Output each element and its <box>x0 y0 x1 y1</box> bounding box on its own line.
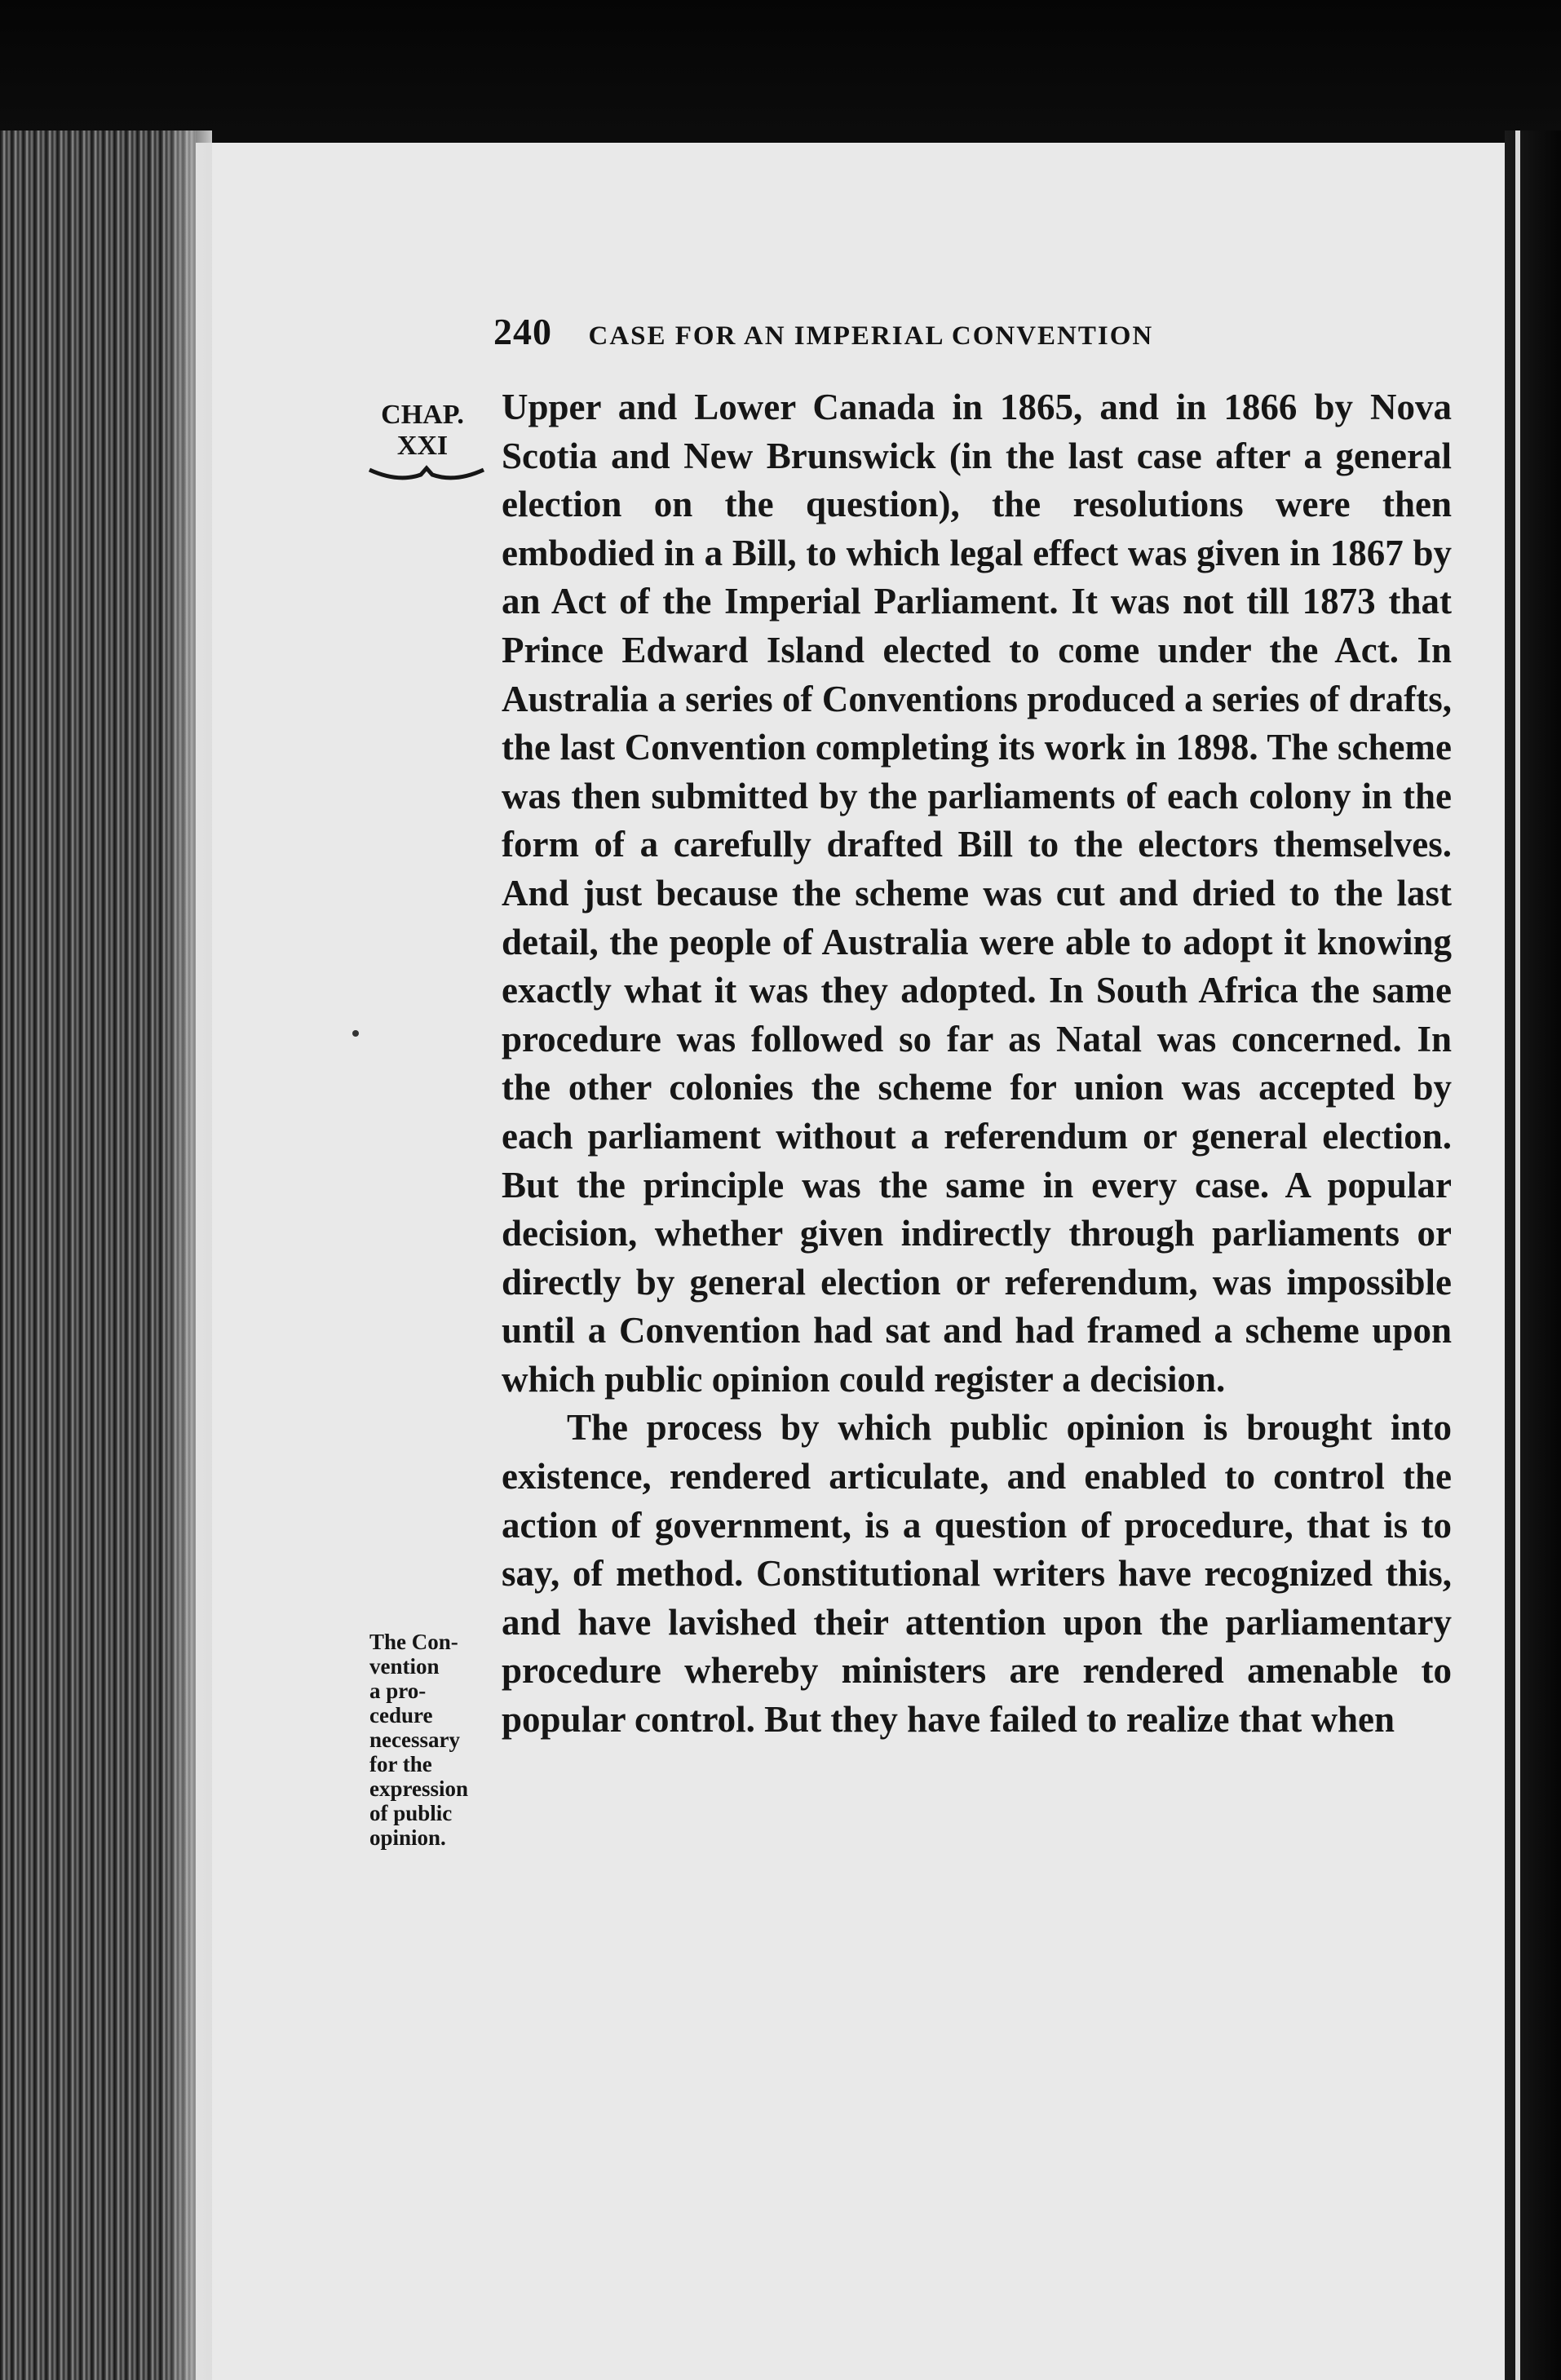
sidenote-line: The Con- <box>369 1630 458 1654</box>
sidenote-line: expression <box>369 1776 469 1801</box>
page-number: 240 <box>493 311 552 352</box>
sidenote-line: necessary <box>369 1727 460 1752</box>
sidenote-line: a pro- <box>369 1679 427 1703</box>
body-text <box>502 383 1452 1745</box>
running-header <box>493 310 1309 353</box>
chapter-label: CHAP. <box>381 400 464 430</box>
page-right-edge <box>1505 131 1561 2380</box>
scan-background <box>0 0 1561 155</box>
sidenote-line: for the <box>369 1752 432 1776</box>
brace-ornament-icon <box>365 465 488 484</box>
margin-mark <box>352 1030 359 1037</box>
sidenote-line: vention <box>369 1654 440 1679</box>
sidenote-line: of public <box>369 1801 453 1825</box>
binding-shadow <box>163 131 212 2380</box>
sidenote-line: cedure <box>369 1703 433 1727</box>
chapter-number: XXI <box>396 431 449 461</box>
chapter-marker <box>365 400 480 484</box>
marginal-sidenote <box>369 1630 492 1850</box>
paragraph: Upper and Lower Canada in 1865, and in 1866 by Nova Scotia and New Brunswick (in the last case after a general election on the question), the resolutions were then embodied in a Bill, to which legal effect was given in 1867 by an Act of the Imperial Parliament. It was not till 1873 that Prince Edward Island elected to come under the Act. In Australia a series of Conventions produced a series of drafts, the last Convention completing its work in 1898. The scheme was then submitted by the parliaments of each colony in the form of a carefully drafted Bill to the electors themselves. And just because the scheme was cut and dried to the last detail, the people of Australia were able to adopt it knowing exactly what it was they adopted. In South Africa the same procedure was followed so far as Natal was concerned. In the other colonies the scheme for union was accepted by each parliament without a referendum or general election. But the principle was the same in every case. A popular decision, whether given indirectly through parliaments or directly by general election or referendum, was impossible until a Convention had sat and had framed a scheme upon which public opinion could register a decision. <box>502 387 1452 1400</box>
running-title: CASE FOR AN IMPERIAL CONVENTION <box>588 321 1154 351</box>
paragraph: The process by which public opinion is brought into existence, rendered articulate, and enabled to control the action of government, is a question of procedure, that is to say, of method. Constitutional writers have recognized this, and have lavished their attention upon the parliamentary procedure whereby ministers are rendered amenable to popular control. But they have failed to realize that when <box>502 1407 1452 1741</box>
facing-page-edge <box>1515 131 1520 2380</box>
sidenote-line: opinion. <box>369 1825 446 1850</box>
